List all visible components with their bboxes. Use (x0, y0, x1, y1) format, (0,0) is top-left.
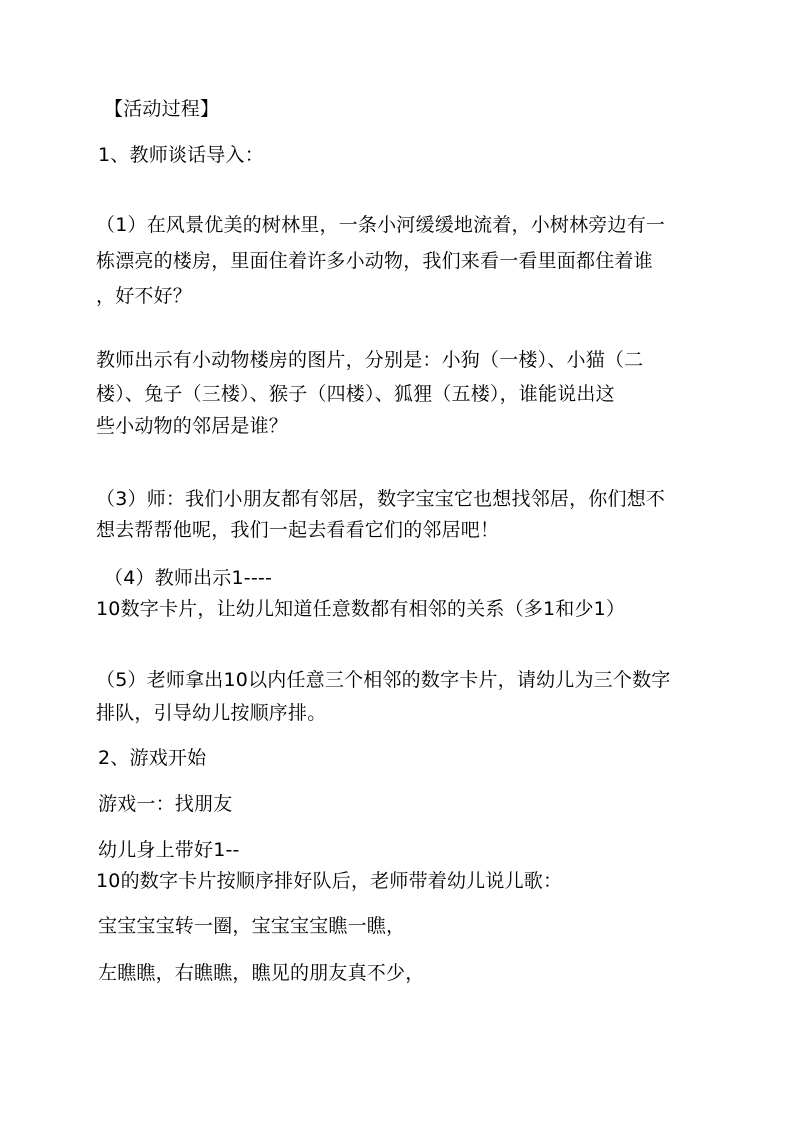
paragraph-line: 10的数字卡片按顺序排好队后，老师带着幼儿说儿歌： (96, 870, 563, 892)
game-title: 游戏一：找朋友 (98, 793, 233, 815)
section-heading: 【活动过程】 (104, 98, 220, 120)
paragraph-line: （4）教师出示1---- (104, 567, 273, 589)
paragraph-line: （5）老师拿出10以内任意三个相邻的数字卡片，请幼儿为三个数字 (96, 669, 671, 691)
paragraph-line: ，好不好？ (96, 285, 193, 307)
song-line: 宝宝宝宝转一圈，宝宝宝宝瞧一瞧， (98, 915, 406, 937)
paragraph-line: 10数字卡片，让幼儿知道任意数都有相邻的关系（多1和少1） (96, 598, 626, 620)
paragraph-line: 教师出示有小动物楼房的图片，分别是：小狗（一楼）、小猫（二 (96, 349, 644, 371)
step-heading: 2、游戏开始 (98, 747, 207, 769)
step-heading: 1、教师谈话导入： (98, 144, 264, 166)
paragraph-line: 排队，引导幼儿按顺序排。 (96, 702, 327, 724)
paragraph-line: 幼儿身上带好1-- (98, 839, 240, 861)
paragraph-line: 楼）、兔子（三楼）、猴子（四楼）、狐狸（五楼），谁能说出这 (96, 383, 615, 405)
paragraph-line: 栋漂亮的楼房，里面住着许多小动物，我们来看一看里面都住着谁 (96, 250, 653, 272)
song-line: 左瞧瞧，右瞧瞧，瞧见的朋友真不少， (98, 962, 425, 984)
paragraph-line: 些小动物的邻居是谁？ (96, 415, 289, 437)
paragraph-line: （1）在风景优美的树林里，一条小河缓缓地流着，小树林旁边有一 (96, 214, 666, 236)
paragraph-line: 想去帮帮他呢，我们一起去看看它们的邻居吧！ (96, 519, 500, 541)
paragraph-line: （3）师：我们小朋友都有邻居，数字宝宝它也想找邻居，你们想不 (96, 488, 666, 510)
